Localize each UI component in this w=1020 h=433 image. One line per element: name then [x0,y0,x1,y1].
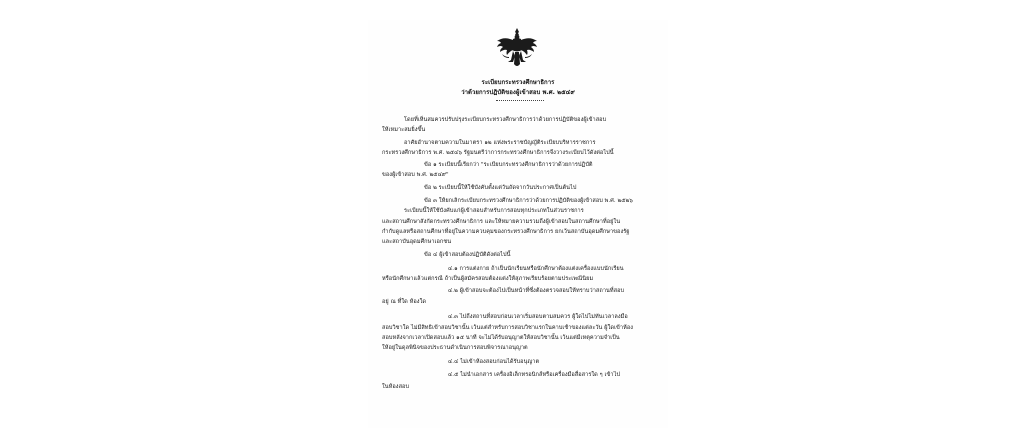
body-line: ของผู้เข้าสอบ พ.ศ. ๒๕๔๙" [382,172,449,178]
body-line: กระทรวงศึกษาธิการ พ.ศ. ๒๕๔๖ รัฐมนตรีว่าการกระทรวงศึกษาธิการจึงวางระเบียบไว้ดังต่อไปนี้ [382,150,614,156]
body-line: ให้เหมาะสมยิ่งขึ้น [382,127,426,133]
body-line: สอบหลังจากเวลาเปิดสอบแล้ว ๑๕ นาที จะไม่ได้รับอนุญาตให้สอบวิชานั้น เว้นแต่มีเหตุความจำเป็น [382,335,620,341]
body-line: และสถาบันอุดมศึกษาเอกชน [382,239,452,245]
body-line: ระเบียบนี้ให้ใช้บังคับแก่ผู้เข้าสอบสำหรับการสอบทุกประเภทในส่วนราชการ [404,208,584,214]
body-line: กำกับดูแลหรือสถานศึกษาที่อยู่ในความควบคุมของกระทรวงศึกษาธิการ ยกเว้นสถาบันอุดมศึกษาของรัฐ [382,229,630,235]
document-subtitle: ว่าด้วยการปฏิบัติของผู้เข้าสอบ พ.ศ. ๒๕๔๙ [461,89,575,96]
body-line: ๔.๓ ไปถึงสถานที่สอบก่อนเวลาเริ่มสอบตามสมควร ผู้ใดไปไม่ทันเวลาลงมือ [448,314,628,320]
body-line: หรือนักศึกษาแล้วแต่กรณี ถ้าเป็นผู้สมัครสอบต้องแต่งให้สุภาพเรียบร้อยตามประเพณีนิยม [382,276,594,282]
body-line: ในห้องสอบ [382,384,410,390]
body-line: ข้อ ๓ ให้ยกเลิกระเบียบกระทรวงศึกษาธิการว่าด้วยการปฏิบัติของผู้เข้าสอบ พ.ศ. ๒๕๒๖ [424,198,633,204]
document-title: ระเบียบกระทรวงศึกษาธิการ [481,79,555,86]
body-line: ๔.๕ ไม่นำเอกสาร เครื่องอิเล็กทรอนิกส์หรือเครื่องมือสื่อสารใด ๆ เข้าไป [448,372,621,378]
title-divider [496,100,544,101]
body-line: ข้อ ๑ ระเบียบนี้เรียกว่า "ระเบียบกระทรวงศึกษาธิการว่าด้วยการปฏิบัติ [424,162,593,168]
body-line: ๔.๑ การแต่งกาย ถ้าเป็นนักเรียนหรือนักศึกษาต้องแต่งเครื่องแบบนักเรียน [448,266,624,272]
body-line: ให้อยู่ในดุลพินิจของประธานดำเนินการสอบพิจารณาอนุญาต [382,345,528,351]
body-line: ข้อ ๒ ระเบียบนี้ให้ใช้บังคับตั้งแต่วันถัดจากวันประกาศเป็นต้นไป [424,185,577,191]
body-line: ข้อ ๔ ผู้เข้าสอบต้องปฏิบัติดังต่อไปนี้ [424,252,511,258]
body-line: อาศัยอำนาจตามความในมาตรา ๑๒ แห่งพระราชบัญญัติระเบียบบริหารราชการ [404,140,596,146]
body-line: อยู่ ณ ที่ใด ห้องใด [382,299,427,305]
body-line: ๔.๔ ไม่เข้าห้องสอบก่อนได้รับอนุญาต [448,359,540,365]
document-sheet [368,20,668,428]
body-line: ๔.๒ ผู้เข้าสอบจะต้องไปเป็นหน้าที่ซึ่งต้องตรวจสอบให้ทราบว่าสถานที่สอบ [448,288,625,294]
garuda-emblem-icon [494,26,540,72]
body-line: และสถานศึกษาสังกัดกระทรวงศึกษาธิการ และให้หมายความรวมถึงผู้เข้าสอบในสถานศึกษาที่อยู่ใน [382,219,621,225]
body-line: โดยที่เห็นสมควรปรับปรุงระเบียบกระทรวงศึกษาธิการว่าด้วยการปฏิบัติของผู้เข้าสอบ [404,117,607,123]
body-line: สอบวิชาใด ไม่มีสิทธิเข้าสอบวิชานั้น เว้นแต่สำหรับการสอบวิชาแรกในคาบเช้าของแต่ละวัน ผู้ใดเข้าห้อง [382,325,634,331]
